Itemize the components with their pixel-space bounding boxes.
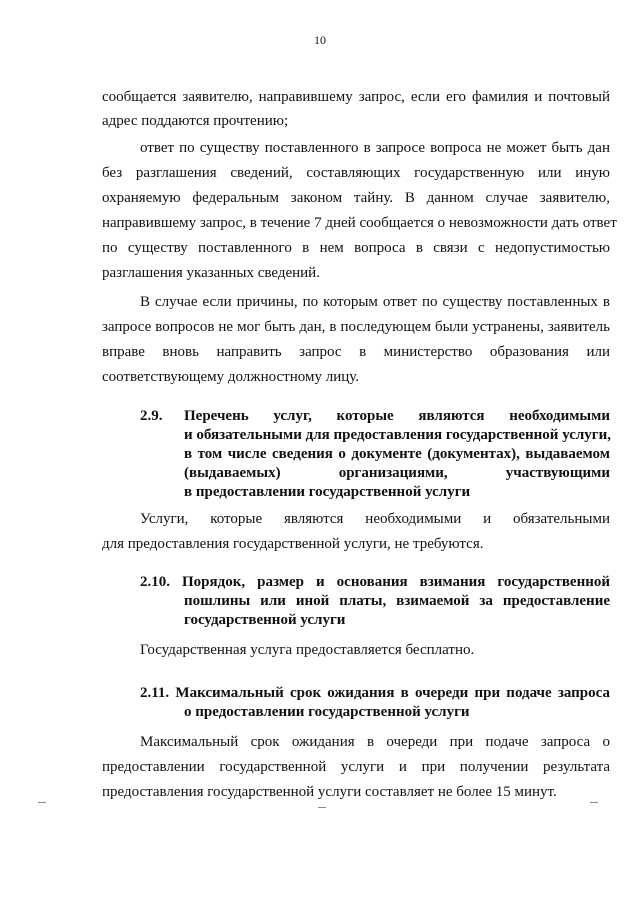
paragraph-line: направившему запрос, в течение 7 дней сообщается о невозможности дать ответ (102, 215, 617, 231)
section-title-line: и обязательными для предоставления государственной услуги, (184, 427, 612, 443)
section-number: 2.10. (140, 574, 170, 590)
page-number: 10 (314, 33, 326, 47)
scan-mark (318, 807, 326, 808)
paragraph-line: Услуги, которые являются необходимыми и обязательными (140, 511, 610, 527)
section-title-line: в том числе сведения о документе (документах), выдаваемом (184, 446, 610, 462)
paragraph-line: вправе вновь направить запрос в министерство образования или (102, 344, 610, 360)
section-number: 2.9. (140, 408, 163, 424)
section-title-line: о предоставлении государственной услуги (184, 704, 470, 720)
paragraph-line: соответствующему должностному лицу. (102, 369, 360, 385)
paragraph-line: разглашения указанных сведений. (102, 265, 320, 281)
paragraph-line: адрес поддаются прочтению; (102, 113, 289, 129)
paragraph-line: ответ по существу поставленного в запросе вопроса не может быть дан (140, 140, 610, 156)
scan-mark (38, 802, 46, 803)
paragraph-line: Государственная услуга предоставляется бесплатно. (140, 642, 475, 658)
section-title-line: (выдаваемых) организациями, участвующими (184, 465, 610, 481)
paragraph-line: В случае если причины, по которым ответ по существу поставленных в (140, 294, 610, 310)
section-number: 2.11. (140, 685, 170, 701)
section-title-text: Максимальный срок ожидания в очереди при подаче запроса (175, 685, 610, 701)
section-title-line: пошлины или иной платы, взимаемой за предоставление (184, 593, 610, 609)
paragraph-line: без разглашения сведений, составляющих государственную или иную (102, 165, 610, 181)
paragraph-line: предоставлении государственной услуги и при получении результата (102, 759, 610, 775)
section-title-line: в предоставлении государственной услуги (184, 484, 471, 500)
section-title-line (140, 684, 610, 702)
paragraph-line: по существу поставленного в нем вопроса в связи с недопустимостью (102, 240, 610, 256)
paragraph-line: предоставления государственной услуги составляет не более 15 минут. (102, 784, 557, 800)
section-title-line: государственной услуги (184, 612, 346, 628)
section-title-line: Перечень услуг, которые являются необходимыми (184, 408, 610, 424)
paragraph-line: охраняемую федеральным законом тайну. В данном случае заявителю, (102, 190, 610, 206)
paragraph-line: запросе вопросов не мог быть дан, в последующем были устранены, заявитель (102, 319, 610, 335)
section-title-text: Порядок, размер и основания взимания государственной (182, 574, 610, 590)
scan-mark (590, 802, 598, 803)
section-title-line (140, 573, 610, 591)
paragraph-line: сообщается заявителю, направившему запрос, если его фамилия и почтовый (102, 89, 610, 105)
paragraph-line: для предоставления государственной услуги, не требуются. (102, 536, 484, 552)
paragraph-line: Максимальный срок ожидания в очереди при подаче запроса о (140, 734, 610, 750)
